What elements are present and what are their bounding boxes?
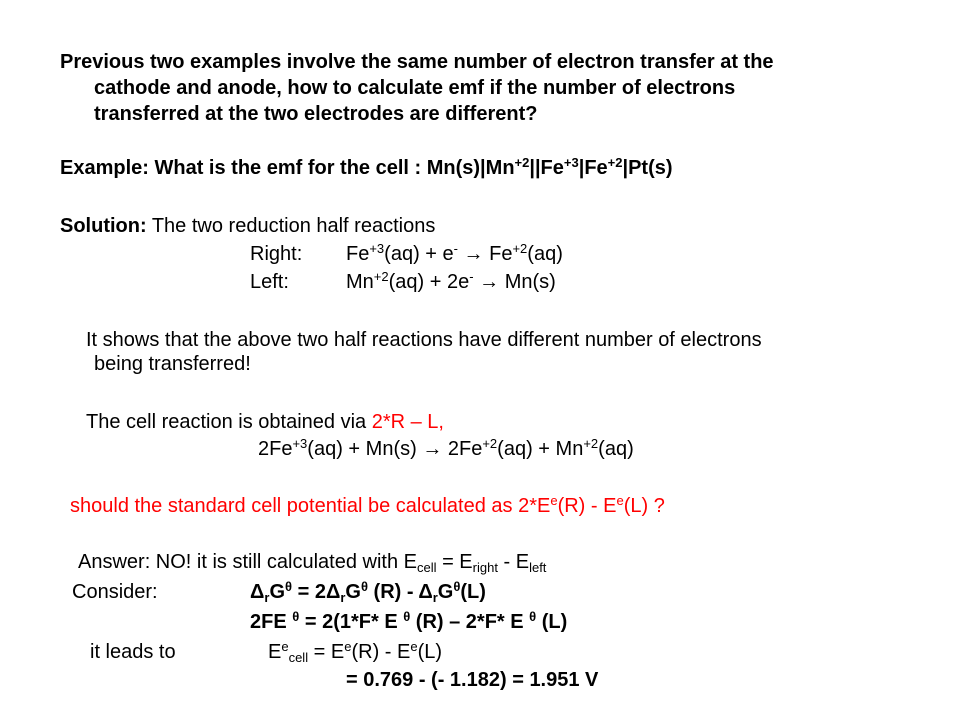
faraday-equation: 2FE $^\theta$ = 2(1*F* E $^\theta$ (R) – 2*F* E $^\theta$ (L) bbox=[250, 609, 568, 633]
solution-label: Solution: bbox=[60, 215, 147, 237]
consider-label: Consider: bbox=[72, 581, 158, 603]
right-reaction-equation: $Fe^{+3}(aq) + e^- \to Fe^{+2}(aq)$ bbox=[346, 241, 563, 265]
leads-label: it leads to bbox=[90, 641, 176, 663]
right-reaction-label: Right: bbox=[250, 243, 303, 265]
left-reaction-equation: $Mn^{+2}(aq) + 2e^- \to Mn(s)$ bbox=[346, 269, 556, 293]
intro-line-3: transferred at the two electrodes are different? bbox=[94, 103, 538, 125]
cell-reaction-formula: 2*R – L, bbox=[371, 411, 444, 433]
cell-reaction-line: The cell reaction is obtained via 2*R – L, bbox=[86, 411, 444, 433]
left-reaction-label: Left: bbox=[250, 271, 289, 293]
shows-line-2: being transferred! bbox=[94, 353, 251, 375]
question-line: should the standard cell potential be calculated as $2*E^e(R) - E^e(L)$ ? bbox=[70, 493, 665, 517]
example-line: Example: What is the emf for the cell : $Mn(s)|Mn^{+2}||Fe^{+3}|Fe^{+2}|Pt(s)$ bbox=[60, 155, 673, 179]
intro-line-1: Previous two examples involve the same number of electron transfer at the bbox=[60, 51, 774, 73]
solution-line: Solution: The two reduction half reactions bbox=[60, 215, 436, 237]
ecell-equation: $E^e_{cell} = E^e(R) - E^e(L)$ bbox=[268, 639, 443, 665]
shows-line-1: It shows that the above two half reactions have different number of electrons bbox=[86, 329, 762, 351]
answer-line: Answer: NO! it is still calculated with $E_{cell} = E_{right} - E_{left}$ bbox=[78, 551, 547, 575]
cell-reaction-equation: $2Fe^{+3}(aq) + Mn(s) \to 2Fe^{+2}(aq) + Mn^{+2}(aq)$ bbox=[258, 436, 634, 460]
gibbs-equation: $\Delta_rG^\theta = 2\Delta_rG^\theta$ $(R) - \Delta_rG^\theta(L)$ bbox=[250, 579, 486, 605]
result-line: = 0.769 - (- 1.182) = 1.951 V bbox=[346, 669, 599, 691]
intro-line-2: cathode and anode, how to calculate emf if the number of electrons bbox=[94, 77, 736, 99]
